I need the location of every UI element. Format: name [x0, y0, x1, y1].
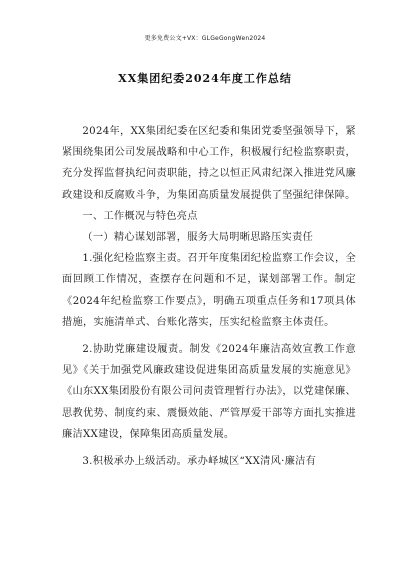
item-paragraph-2: 2.协助党廉建设履责。制发《2024年廉洁高效宣教工作意见》《关于加强党风廉政建设促进集团高质量发展的实施意见》《山东XX集团股份有限公司问责管理暂行办法》，以党建保廉、思教优势、制度约束、震慑效能、严管厚爱干部等方面扎实推进廉洁XX建设，保障集团高质量发展。: [62, 344, 356, 440]
subsection-heading: （一）精心谋划部署，服务大局明晰思路压实责任: [82, 232, 314, 244]
document-title: XX集团纪委2024年度工作总结: [118, 72, 292, 85]
item-paragraph-1: 1.强化纪检监察主责。召开年度集团纪检监察工作会议，全面回顾工作情况，查摆存在问题和不足，谋划部署工作。制定《2024年纪检监察工作要点》，明确五项重点任务和17项具体措施，实施清单式、台账化落实，压实纪检监察主体责任。: [62, 253, 356, 328]
section-heading: 一、工作概况与特色亮点: [82, 210, 198, 222]
intro-paragraph: 2024年，XX集团纪委在区纪委和集团党委坚强领导下，紧紧围绕集团公司发展战略和中心工作，积极履行纪检监察职责，充分发挥监督执纪问责职能，持之以恒正风肃纪深入推进党风廉政建设和反腐败斗争，为集团高质量发展提供了坚强纪律保障。: [62, 126, 356, 201]
header-note: 更多免费公文+VX：GLGeGongWen2024: [144, 35, 266, 42]
item-paragraph-3: 3.积极承办上级活动。承办峄城区“XX清风·廉洁有: [82, 456, 317, 468]
document-body: [62, 121, 356, 472]
